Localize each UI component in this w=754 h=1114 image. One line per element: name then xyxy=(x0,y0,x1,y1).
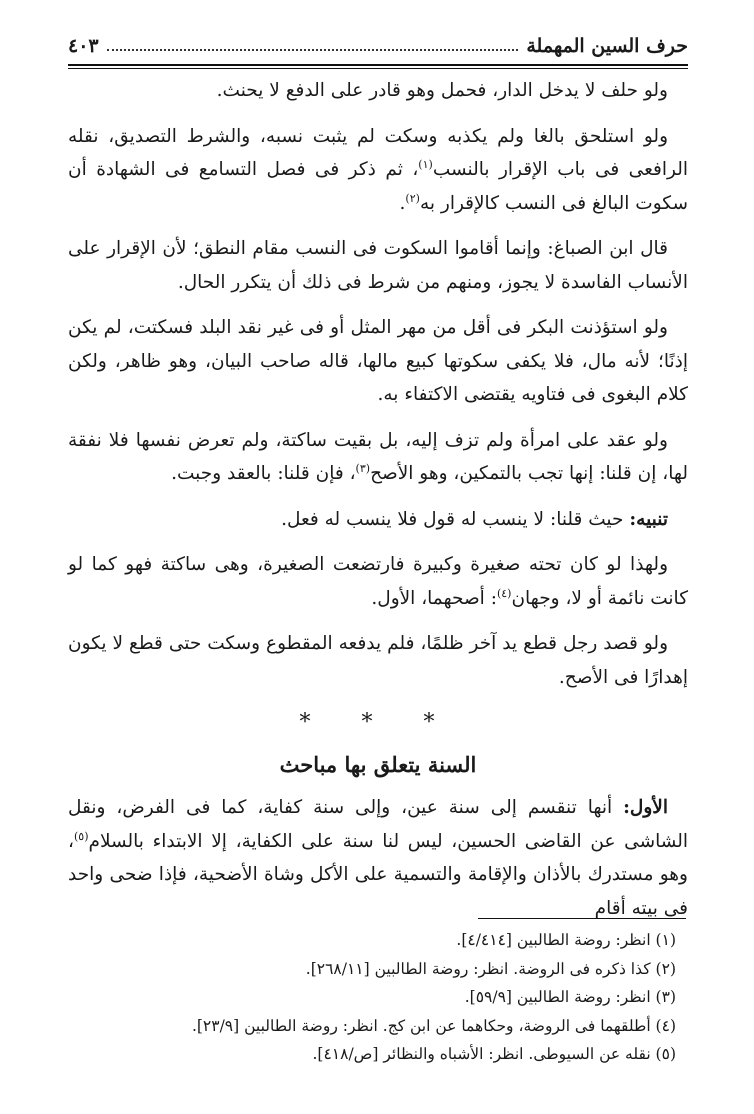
section-divider-stars: * * * xyxy=(299,710,457,735)
paragraph-5: ولو عقد على امرأة ولم تزف إليه، بل بقيت ساكتة، ولم تعرض نفسها فلا نفقة لها، إن قلنا: إنها تجب بالتمكين، وهو الأصح$^{(٣)}$، فإن قلنا: بالعقد وجبت. xyxy=(68,429,688,484)
footnote-3: (٣) انظر: روضة الطالبين [٥٩/٩]. xyxy=(464,988,676,1006)
paragraph-9: الأول: أنها تنقسم إلى سنة عين، وإلى سنة كفاية، كما فى الفرض، ونقل الشاشى عن القاضى الحسين، ليس لنا سنة على الكفاية، إلا الابتداء بالسلام$^{(٥)}$، وهو مستدرك بالأذان والإقامة والتسمية على الأكل وشاة الأضحية، فإذا ضحى واحد فى بيته أقام xyxy=(68,797,688,919)
footnote-separator xyxy=(478,918,686,919)
footnote-4: (٤) أطلقهما فى الروضة، وحكاهما عن ابن كج. انظر: روضة الطالبين [٢٣/٩]. xyxy=(191,1016,676,1035)
first-point-label: الأول: xyxy=(623,797,668,818)
section-heading: السنة يتعلق بها مباحث xyxy=(279,751,477,777)
header-rule-thin xyxy=(68,68,688,69)
paragraph-7: ولهذا لو كان تحته صغيرة وكبيرة فارتضعت الصغيرة، وهى ساكتة فهو كما لو كانت نائمة أو لا، وجهان$^{(٤)}$: أصحهما، الأول. xyxy=(68,554,688,609)
footnote-ref-2[interactable]: (٢) xyxy=(405,191,420,205)
footnote-ref-3[interactable]: (٣) xyxy=(355,461,371,475)
header-rule xyxy=(68,64,688,66)
footnote-5: (٥) نقله عن السيوطى. انظر: الأشباه والنظائر [ص/٤١٨]. xyxy=(312,1045,676,1063)
paragraph-4: ولو استؤذنت البكر فى أقل من مهر المثل أو فى غير نقد البلد فسكتت، لم يكن إذنًا؛ لأنه مال، فلا يكفى سكوتها كبيع مالها، قاله صاحب البيان، وهو ظاهر، ولكن كلام البغوى فى فتاويه يقتضى الاكتفاء به. xyxy=(68,317,688,405)
page-number: ٤٠٣ xyxy=(68,35,99,57)
paragraph-2: ولو استلحق بالغا ولم يكذبه وسكت لم يثبت نسبه، والشرط التصديق، نقله الرافعى فى باب الإقرار بالنسب$^{(١)}$، ثم ذكر فى فصل التسامع فى الشهادة أن سكوت البالغ فى النسب كالإقرار به$^{(٢)}$. xyxy=(68,125,688,214)
footnote-ref-1[interactable]: (١) xyxy=(418,157,433,171)
chapter-title: حرف السين المهملة xyxy=(526,35,688,57)
paragraph-8: ولو قصد رجل قطع يد آخر ظلمًا، فلم يدفعه المقطوع وسكت حتى قطع لا يكون إهدارًا فى الأصح. xyxy=(68,633,688,688)
header-leader-dots xyxy=(107,49,519,51)
footnotes xyxy=(68,926,688,1069)
main-text xyxy=(68,74,688,937)
footnote-2: (٢) كذا ذكره فى الروضة. انظر: روضة الطالبين [٢٦٨/١١]. xyxy=(305,959,676,978)
footnote-1: (١) انظر: روضة الطالبين [٤/٤١٤]. xyxy=(456,931,676,949)
paragraph-6-note: تنبيه: حيث قلنا: لا ينسب له قول فلا ينسب له فعل. xyxy=(281,508,668,530)
running-header xyxy=(68,30,688,62)
note-label: تنبيه: xyxy=(629,508,668,530)
paragraph-1: ولو حلف لا يدخل الدار، فحمل وهو قادر على الدفع لا يحنث. xyxy=(216,80,668,101)
paragraph-3: قال ابن الصباغ: وإنما أقاموا السكوت فى النسب مقام النطق؛ لأن الإقرار على الأنساب الفاسدة لا يجوز، ومنهم من شرط فى ذلك أن يتكرر الحال. xyxy=(68,238,688,293)
footnote-ref-5[interactable]: (٥) xyxy=(73,829,89,843)
footnote-ref-4[interactable]: (٤) xyxy=(496,586,512,600)
